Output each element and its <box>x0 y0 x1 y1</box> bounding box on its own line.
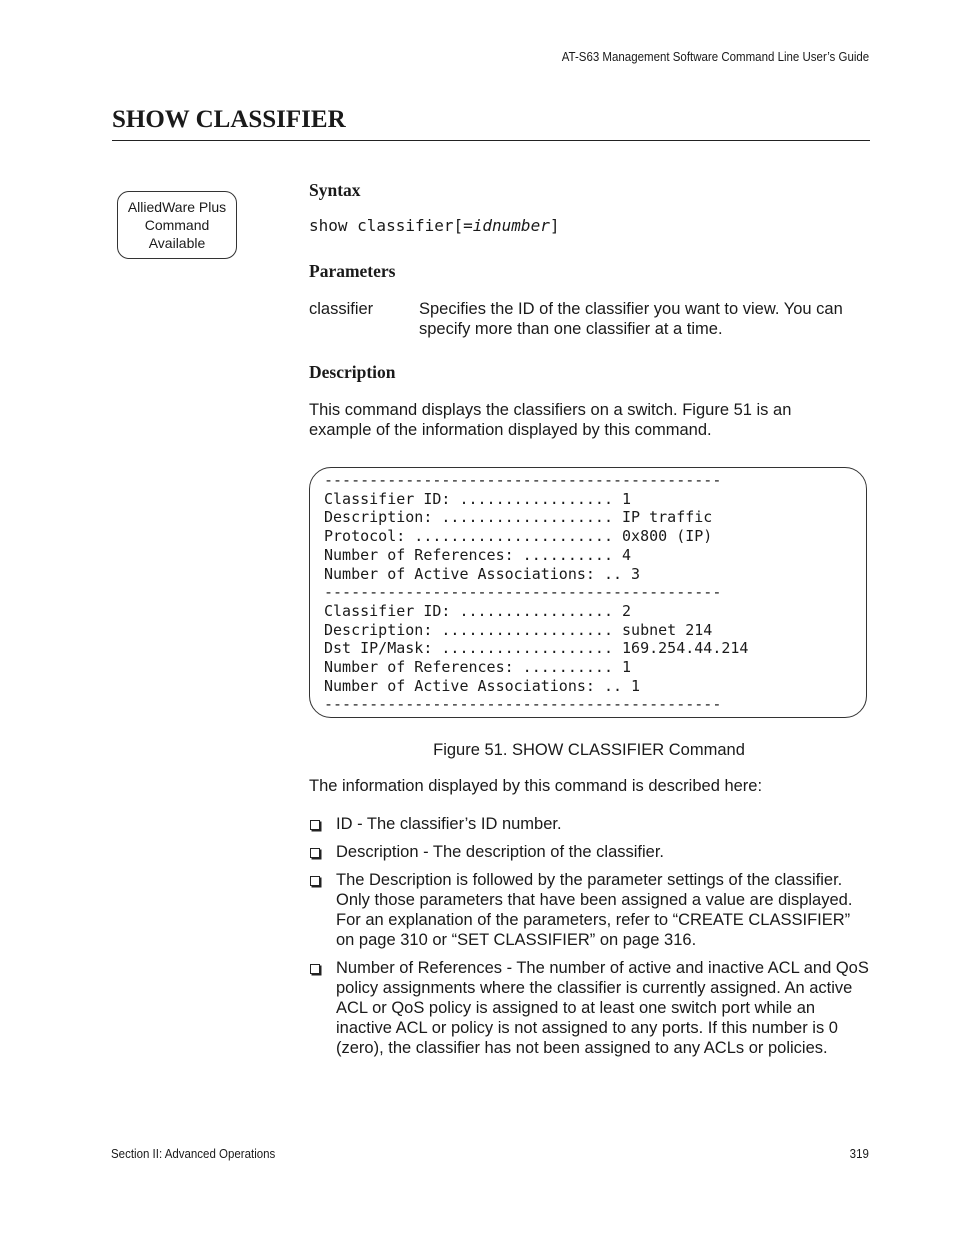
running-header: AT-S63 Management Software Command Line User’s Guide <box>561 50 869 64</box>
output-line: Number of References: .......... 4 <box>324 545 632 564</box>
list-item-text: ID - The classifier’s ID number. <box>336 815 562 833</box>
info-bullet-list <box>309 814 869 1066</box>
page-title: SHOW CLASSIFIER <box>112 106 346 133</box>
output-line: Protocol: ...................... 0x800 (IP) <box>324 527 713 546</box>
parameters-heading: Parameters <box>309 261 396 281</box>
output-line: Classifier ID: ................. 1 <box>324 489 632 508</box>
figure-caption: Figure 51. SHOW CLASSIFIER Command <box>433 741 745 759</box>
list-item <box>309 842 869 862</box>
output-line: Classifier ID: ................. 2 <box>324 601 632 620</box>
syntax-command-param: idnumber <box>472 216 550 235</box>
description-text: This command displays the classifiers on a switch. Figure 51 is an example of the information displayed by this command. <box>309 401 792 439</box>
syntax-heading: Syntax <box>309 180 361 200</box>
list-item <box>309 814 869 834</box>
badge-line-2: Command <box>144 217 210 233</box>
syntax-command-prefix: show classifier[= <box>309 216 473 235</box>
output-line: Number of Active Associations: .. 3 <box>324 564 641 583</box>
list-item <box>309 958 869 1058</box>
footer-page-number: 319 <box>849 1147 869 1161</box>
output-line: -------------------------------------------- <box>324 471 722 489</box>
output-line: Description: ................... subnet 214 <box>324 620 713 639</box>
info-intro: The information displayed by this command is described here: <box>309 777 763 795</box>
syntax-command <box>309 216 559 235</box>
output-line: Number of References: .......... 1 <box>324 658 632 677</box>
footer-section: Section II: Advanced Operations <box>111 1147 276 1161</box>
description-heading: Description <box>309 362 396 382</box>
badge-line-1: AlliedWare Plus <box>127 199 227 215</box>
figure-output <box>324 471 748 714</box>
list-item <box>309 870 869 950</box>
allied-ware-plus-badge <box>117 191 237 259</box>
list-item-text: Number of References - The number of active and inactive ACL and QoS policy assignments where the classifier is currently assigned. An active ACL or QoS policy is assigned to at least one switch port while an inactive ACL or policy is not assigned to any ports. If this number is 0 (zero), the classifier has not been assigned to any ACLs or policies. <box>336 959 869 1057</box>
output-line: Description: ................... IP traffic <box>324 508 713 527</box>
list-item-text: Description - The description of the classifier. <box>336 843 665 861</box>
list-item-text: The Description is followed by the parameter settings of the classifier. Only those parameters that have been assigned a value are displayed. For an explanation of the parameters, refer to “CREATE CLASSIFIER” on page 310 or “SET CLASSIFIER” on page 316. <box>336 871 853 949</box>
badge-line-3: Available <box>148 235 206 251</box>
checkbox-bullet-icon <box>310 964 320 974</box>
title-divider <box>112 140 870 141</box>
checkbox-bullet-icon <box>310 820 320 830</box>
output-line: -------------------------------------------- <box>324 695 722 714</box>
parameter-name: classifier <box>309 300 374 318</box>
output-line: Dst IP/Mask: ................... 169.254.44.214 <box>324 639 749 658</box>
checkbox-bullet-icon <box>310 848 320 858</box>
output-line: Number of Active Associations: .. 1 <box>324 676 641 695</box>
syntax-command-suffix: ] <box>549 216 560 235</box>
parameter-description: Specifies the ID of the classifier you want to view. You can specify more than one classifier at a time. <box>419 300 843 338</box>
checkbox-bullet-icon <box>310 876 320 886</box>
output-line: -------------------------------------------- <box>324 583 722 602</box>
